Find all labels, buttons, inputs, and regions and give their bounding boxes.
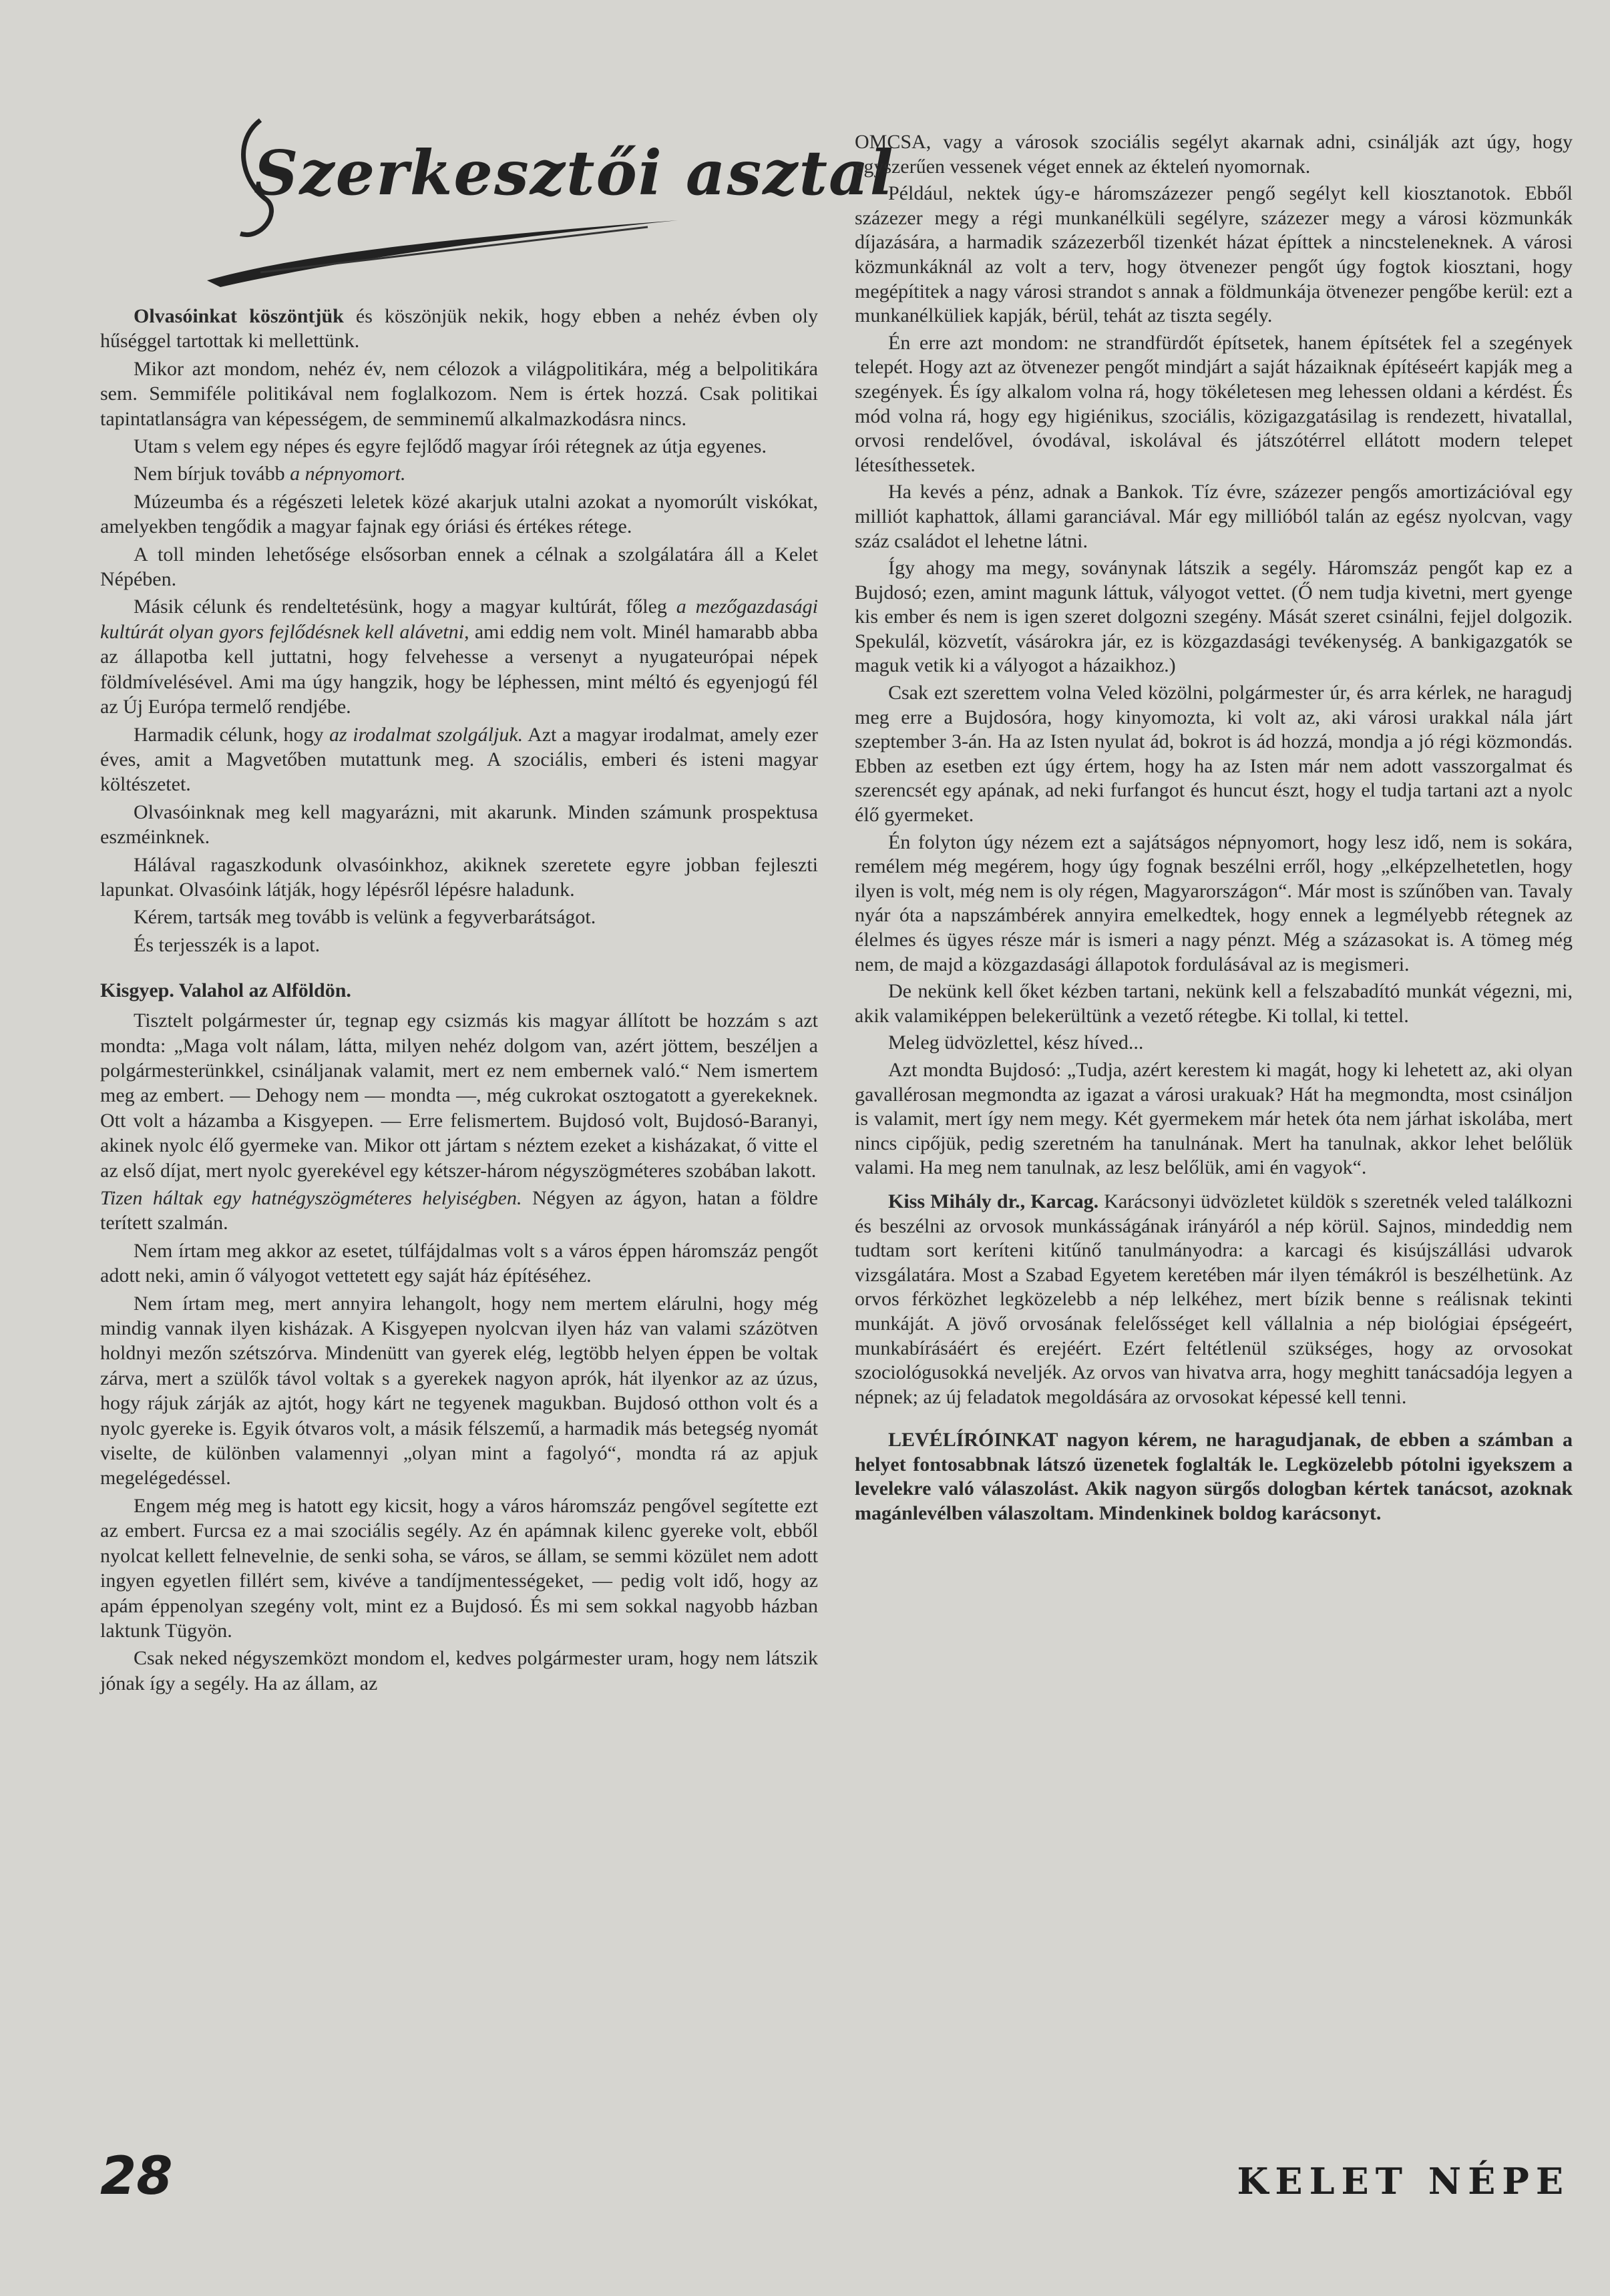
paragraph: A toll minden lehetősége elsősorban ennek a célnak a szolgálatára áll a Kelet Népében. bbox=[100, 543, 818, 591]
paragraph: Csak neked négyszemközt mondom el, kedves polgármester uram, hogy nem látszik jónak így a segély. Ha az állam, az bbox=[100, 1647, 818, 1694]
paragraph bbox=[100, 304, 818, 354]
right-column bbox=[855, 130, 1573, 1529]
paragraph-text: Karácsonyi üdvözletet küldök s szeretnék veled találkozni és beszélni az orvosok munkásságának irányáról a nép körül. Sajnos, mindeddig nem tudtam sort keríteni kitűnő tanulmányodra: a karcagi és kisújszállási udvarok vizsgálatára. Most a Szabad Egyetem keretében már ilyen témákról is beszélhetünk. Az orvos férközhet legközelebb a nép lelkéhez, mert bízik benne s reálisnak tekinti munkáját. A jövő orvosának felelősséget kell vállalnia a nép biológiai épségeért, munkabírásáért és erejéért. Ezért feltétlenül szükséges, hogy az orvosokat szociológusokká neveljék. Az orvos van hivatva arra, hogy meghitt tanácsadója legyen a népnek; az új feladatok megoldására az orvosokat képessé kell tenni. bbox=[855, 1190, 1573, 1408]
emphasis-text: a mezőgazdasági kultúrát olyan gyors fejlődésnek kell alávetni, bbox=[100, 596, 818, 643]
closing-note: LEVÉLÍRÓINKAT nagyon kérem, ne haragudjanak, de ebben a számban a helyet fontosabbnak látszó üzenetek foglalták le. Legközelebb pótolni igyekszem a levelekre való válaszolást. Akik nagyon sürgős dologban kértek tanácsot, azoknak magánlevélben válaszoltam. Mindenkinek boldog karácsonyt. bbox=[855, 1429, 1573, 1525]
paragraph bbox=[855, 1190, 1573, 1409]
paragraph: Például, nektek úgy-e háromszázezer pengő segélyt kell kiosztanotok. Ebből százezer megy a régi munkanélküli segélyre, százezer megy a városi közmunkák díjazására, a harmadik százezerből tizenkét házat építtek a nincsteleneknek. A városi közmunkáknál az volt a terv, hogy ötvenezer pengőt úgy fogtok kiosztani, hogy megépítitek a nagy városi strandot s annak a földmunkája ötvenezer pengőbe kerül: ezt a munkanélküliek kapják, bérül, tehát az tiszta segély. bbox=[855, 182, 1573, 327]
magazine-name: KELET NÉPE bbox=[1237, 2160, 1570, 2203]
paragraph: Meleg üdvözlettel, kész híved... bbox=[888, 1031, 1144, 1054]
paragraph: Így ahogy ma megy, soványnak látszik a segély. Háromszáz pengőt kap ez a Bujdosó; ezen, amint magunk láttuk, vályogot vettet. (Ő nem tudja kivetni, mert gyenge kis ember és nem is igen szeret dolgozni szegény. Mását szeret csinálni, fejjel dolgozik. Spekulál, közvetít, vásárokra jár, ez is közgazdasági tevékenység. A bankigazgatók se maguk vetik ki a vályogot a házaikhoz.) bbox=[855, 557, 1573, 677]
emphasis-text: Tizen háltak egy hatnégyszögméteres helyiségben. bbox=[100, 1187, 522, 1209]
paragraph: Én folyton úgy nézem ezt a sajátságos népnyomort, hogy lesz idő, nem is sokára, remélem még megérem, hogy úgy fognak beszélni erről, hogy „elképzelhetetlen, hogy ilyen is volt, még nem is oly régen, Magyarországon“. Már most is szűnőben van. Tavaly nyár óta a napszámbérek annyira emelkedtek, hogy ennek a legmélyebb rétegnek az élelmes és ügyes része már is ismeri a nagy pénzt. Még a százasokat is. A tömeg még nem, de majd a közgazdasági állapotok fordulásával az is megismeri. bbox=[855, 831, 1573, 975]
paragraph-text: és köszönjük nekik, hogy ebben a nehéz évben oly hűséggel tartottak ki mellettünk. bbox=[100, 305, 818, 353]
paragraph bbox=[100, 722, 818, 797]
paragraph: Utam s velem egy népes és egyre fejlődő magyar írói rétegnek az útja egyenes. bbox=[134, 435, 767, 458]
paragraph: Azt mondta Bujdosó: „Tudja, azért kerestem ki magát, hogy ki lehetett az, aki olyan gavallérosan megmondta az igazat a városi urakuak? Hát ha megmondta, most csináljon is valamit, mert így nem megy. Két gyermekem már hetek óta nem járhat iskolába, mert nincs cipőjük, pedig szeretném ha tanulnának. Mert ha tanulnak, akkor lehet belőlük valami. Ha meg nem tanulnak, az lesz belőlük, ami én vagyok“. bbox=[855, 1058, 1573, 1179]
title-block bbox=[180, 100, 895, 300]
left-column bbox=[100, 304, 818, 1698]
paragraph bbox=[100, 594, 818, 719]
letter-heading: Kisgyep. Valahol az Alföldön. bbox=[100, 979, 351, 1002]
paragraph bbox=[100, 461, 818, 486]
paragraph: Hálával ragaszkodunk olvasóinkhoz, akiknek szeretete egyre jobban fejleszti lapunkat. Olvasóink látják, hogy lépésről lépésre haladunk. bbox=[100, 853, 818, 901]
paragraph-text: Másik célunk és rendeltetésünk, hogy a magyar kultúrát, főleg bbox=[134, 596, 676, 618]
paragraph: Nem írtam meg, mert annyira lehangolt, hogy nem mertem elárulni, hogy még mindig vannak ilyen kisházak. A Kisgyepen nyolcvan ilyen ház van valami százötven holdnyi mezőn szétszórva. Mindenütt van gyerek elég, legtöbb helyen éppen be voltak zárva, mert a szülők távol voltak s a gyerekek nagyon aprók, hát ilyenkor az az úzus, hogy rájuk zárják az ajtót, hogy kárt ne tegyenek magukban. Bujdosó otthon volt és a nyolc gyereke is. Egyik ótvaros volt, a másik félszemű, a harmadik más betegség nyomát viselte, de különben valamennyi „olyan mint a fagolyó“, mondta rá az apjuk megelégedéssel. bbox=[100, 1292, 818, 1489]
paragraph: Tisztelt polgármester úr, tegnap egy csizmás kis magyar állított be hozzám s azt mondta: „Maga volt nálam, látta, milyen nehéz dolgom van, azért jöttem, beszéljen a polgármesterünkkel, csináljanak valamit, mert ez nem embernek való.“ Nem ismertem meg az embert. — Dehogy nem — mondta —, még cukrokat osztogatott a gyerekeknek. Ott volt a házamba a Kisgyepen. — Erre felismertem. Bujdosó volt, Bujdosó-Baranyi, akinek nyolc élő gyermeke van. Mikor ott jártam s néztem ezeket a kisházakat, ő vitte el az első díjat, mert nyolc gyerekével egy kétszer-három négyszögméteres szobában lakott. bbox=[100, 1009, 818, 1182]
paragraph: Olvasóinknak meg kell magyarázni, mit akarunk. Minden számunk prospektusa eszméinknek. bbox=[100, 800, 818, 849]
paragraph: De nekünk kell őket kézben tartani, nekünk kell a felszabadító munkát végezni, mi, akik valamiképpen belekerültünk a vezető rétegbe. Ki tollal, ki tettel. bbox=[855, 980, 1573, 1027]
paragraph-text: Harmadik célunk, hogy bbox=[134, 723, 330, 746]
paragraph bbox=[100, 1186, 818, 1236]
paragraph-text: Azt a magyar irodalmat, amely ezer éves, amit a Magvetőben mutattunk meg. A szociális, emberi és isteni magyar költészetet. bbox=[100, 723, 819, 796]
paragraph: Ha kevés a pénz, adnak a Bankok. Tíz évre, százezer pengős amortizációval egy milliót kaphattok, állami garanciával. Már egy millióból talán az egész nyolcvan, vagy száz családot el lehetne látni. bbox=[855, 481, 1573, 552]
page-title: Szerkesztői asztal bbox=[254, 137, 895, 209]
paragraph: Mikor azt mondom, nehéz év, nem célozok a világpolitikára, még a belpolitikára sem. Semmiféle politikával nem foglalkozom. Nem is értek hozzá. Csak politikai tapintatlanságra van képességem, de semminemű alkalmazkodásra nincs. bbox=[100, 357, 818, 430]
paragraph: És terjesszék is a lapot. bbox=[134, 933, 321, 956]
paragraph: Csak ezt szerettem volna Veled közölni, polgármester úr, és arra kérlek, ne haragudj meg erre a Bujdosóra, hogy kinyomozta, ki volt az, aki városi urakkal nála járt szeptember 3-án. Ha az Isten nyulat ád, bokrot is ád hozzá, mondja a jó régi közmondás. Ebben az esetben ezt úgy értem, hogy ha az Isten már nem adott vasszorgalmat és szerencsét egy apának, ad neki furfangot és huncut észt, hogy el tudja tartani azt a nyolc élő gyermeket. bbox=[855, 682, 1573, 827]
paragraph: Engem még meg is hatott egy kicsit, hogy a város háromszáz pengővel segítette ezt az embert. Furcsa ez a mai szociális segély. Az én apámnak kilenc gyereke volt, ebből nyolcat kellett felnevelnie, de senki soha, se város, se állam, se semmi közület nem adott ingyen egyetlen fillért sem, kivéve a tandíjmentességeket, — pedig volt idő, hogy az apám éppenolyan szegény volt, mint ez a Bujdosó. És mi sem sokkal nagyobb házban laktunk Tügyön. bbox=[100, 1494, 818, 1642]
emphasis-text: a népnyomort. bbox=[290, 463, 406, 485]
paragraph: Én erre azt mondom: ne strandfürdőt építsetek, hanem építsétek fel a szegények telepét. Hogy azt az ötvenezer pengőt mindjárt a saját házaiknak építéseért kapják meg a szegények. És így alkalom volna rá, hogy tökéletesen meg lehessen oldani a kérdést. És mód volna rá, hogy egy higiénikus, szociális, közigazgatásilag is rendezett, hivatallal, orvosi rendelővel, óvodával, iskolával és játszótérrel ellátott modern telepet létesíthessetek. bbox=[855, 331, 1573, 476]
emphasis-text: az irodalmat szolgáljuk. bbox=[329, 723, 524, 746]
paragraph-text: Négyen az ágyon, hatan a földre terített szalmán. bbox=[100, 1187, 818, 1234]
paragraph: Múzeumba és a régészeti leletek közé akarjuk utalni azokat a nyomorúlt viskókat, amelyekben tengődik a magyar fajnak egy óriási és értékes rétege. bbox=[100, 490, 818, 538]
paragraph: OMCSA, vagy a városok szociális segélyt akarnak adni, csinálják azt úgy, hogy egyszerűen vessenek véget ennek az ékteleń nyomornak. bbox=[855, 131, 1573, 178]
paragraph: Nem írtam meg akkor az esetet, túlfájdalmas volt s a város éppen háromszáz pengőt adott neki, amin ő vályogot vettetett egy saját ház építéséhez. bbox=[100, 1239, 818, 1287]
paragraph-lead: Kiss Mihály dr., Karcag. bbox=[888, 1190, 1099, 1212]
paragraph-text: Nem bírjuk tovább bbox=[134, 463, 290, 485]
paragraph-lead: Olvasóinkat köszöntjük bbox=[134, 305, 344, 327]
page-number: 28 bbox=[100, 2146, 173, 2207]
paragraph: Kérem, tartsák meg tovább is velünk a fegyverbarátságot. bbox=[134, 906, 596, 929]
paragraph-text: ami eddig nem volt. Minél hamarabb abba az állapotba kell juttatni, hogy felvehesse a versenyt a nyugateurópai népek földmívelésével. Ami ma úgy hangzik, hogy be léphessen, mint méltó és egyenjogú fél az Új Európa termelő rendjébe. bbox=[100, 620, 818, 718]
